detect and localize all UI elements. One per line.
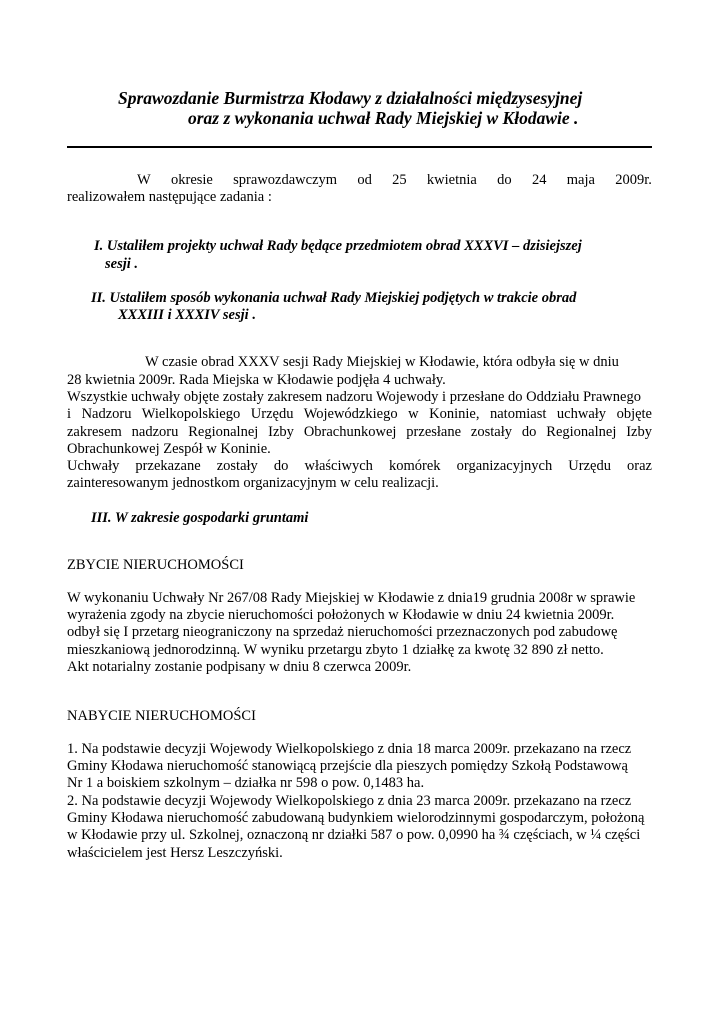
- session-paragraph-line6: Obrachunkowej Zespół w Koninie.: [67, 441, 271, 457]
- intro-line2: realizowałem następujące zadania :: [67, 189, 272, 205]
- sale-line4: mieszkaniową jednorodzinną. W wyniku przetargu zbyto 1 działkę za kwotę 32 890 zł netto.: [67, 642, 604, 658]
- acquisition-line4: 2. Na podstawie decyzji Wojewody Wielkopolskiego z dnia 23 marca 2009r. przekazano na rzecz: [67, 793, 632, 809]
- intro-word: od: [357, 172, 372, 188]
- task-item-1-line1: I. Ustaliłem projekty uchwał Rady będące przedmiotem obrad XXXVI – dzisiejszej: [94, 238, 582, 254]
- sale-heading: ZBYCIE NIERUCHOMOŚCI: [67, 557, 244, 573]
- document-title-line2: oraz z wykonania uchwał Rady Miejskiej w Kłodawie .: [188, 108, 579, 128]
- acquisition-line5: Gminy Kłodawa nieruchomość zabudowaną budynkiem wielorodzinnymi gospodarczym, położoną: [67, 810, 645, 826]
- acquisition-line6: w Kłodawie przy ul. Szkolnej, oznaczoną nr działki 587 o pow. 0,0990 ha ¾ częściach, w ¼ części: [67, 827, 641, 843]
- intro-word: sprawozdawczym: [233, 172, 338, 188]
- task-item-2-line2: XXXIII i XXXIV sesji .: [118, 307, 256, 323]
- intro-word: do: [497, 172, 512, 188]
- intro-word: W: [137, 172, 151, 188]
- session-paragraph-line5: zakresem nadzoru Regionalnej Izby Obrachunkowej przesłane zostały do Regionalnej Izby: [67, 424, 652, 440]
- title-divider: [67, 146, 652, 148]
- intro-word: kwietnia: [426, 172, 477, 188]
- session-paragraph-line4: i Nadzoru Wielkopolskiego Urzędu Wojewódzkiego w Koninie, natomiast uchwały objęte: [67, 406, 652, 422]
- session-paragraph-line1: W czasie obrad XXXV sesji Rady Miejskiej w Kłodawie, która odbyła się w dniu: [145, 354, 619, 370]
- document-title-line1: Sprawozdanie Burmistrza Kłodawy z działalności międzysesyjnej: [118, 88, 583, 108]
- sale-line5: Akt notarialny zostanie podpisany w dniu 8 czerwca 2009r.: [67, 659, 412, 675]
- intro-word: 2009r.: [615, 172, 652, 188]
- intro-word: 25: [392, 172, 407, 188]
- session-paragraph-line8: zainteresowanym jednostkom organizacyjnym w celu realizacji.: [67, 475, 439, 491]
- task-item-1-line2: sesji .: [105, 256, 139, 272]
- acquisition-line1: 1. Na podstawie decyzji Wojewody Wielkopolskiego z dnia 18 marca 2009r. przekazano na rzecz: [67, 741, 632, 757]
- session-paragraph-line2: 28 kwietnia 2009r. Rada Miejska w Kłodawie podjęła 4 uchwały.: [67, 372, 446, 388]
- intro-word: okresie: [170, 172, 213, 188]
- acquisition-line3: Nr 1 a boiskiem szkolnym – działka nr 598 o pow. 0,1483 ha.: [67, 775, 425, 791]
- intro-line1: [67, 172, 652, 190]
- sale-line3: odbył się I przetarg nieograniczony na sprzedaż nieruchomości przeznaczonych pod zabudowę: [67, 624, 618, 640]
- intro-word: 24: [531, 172, 547, 188]
- acquisition-line7: właścicielem jest Hersz Leszczyński.: [67, 845, 283, 861]
- sale-line2: wyrażenia zgody na zbycie nieruchomości położonych w Kłodawie w dniu 24 kwietnia 2009r.: [67, 607, 615, 623]
- intro-word: maja: [566, 172, 595, 188]
- session-paragraph-line3: Wszystkie uchwały objęte zostały zakresem nadzoru Wojewody i przesłane do Oddziału Prawnego: [67, 389, 641, 405]
- section-3-heading: III. W zakresie gospodarki gruntami: [91, 510, 309, 526]
- sale-line1: W wykonaniu Uchwały Nr 267/08 Rady Miejskiej w Kłodawie z dnia19 grudnia 2008r w sprawie: [67, 590, 636, 606]
- session-paragraph-line7: Uchwały przekazane zostały do właściwych komórek organizacyjnych Urzędu oraz: [67, 458, 652, 474]
- task-item-2-line1: II. Ustaliłem sposób wykonania uchwał Rady Miejskiej podjętych w trakcie obrad: [91, 290, 577, 306]
- acquisition-heading: NABYCIE NIERUCHOMOŚCI: [67, 708, 256, 724]
- acquisition-line2: Gminy Kłodawa nieruchomość stanowiącą przejście dla pieszych pomiędzy Szkołą Podstawową: [67, 758, 628, 774]
